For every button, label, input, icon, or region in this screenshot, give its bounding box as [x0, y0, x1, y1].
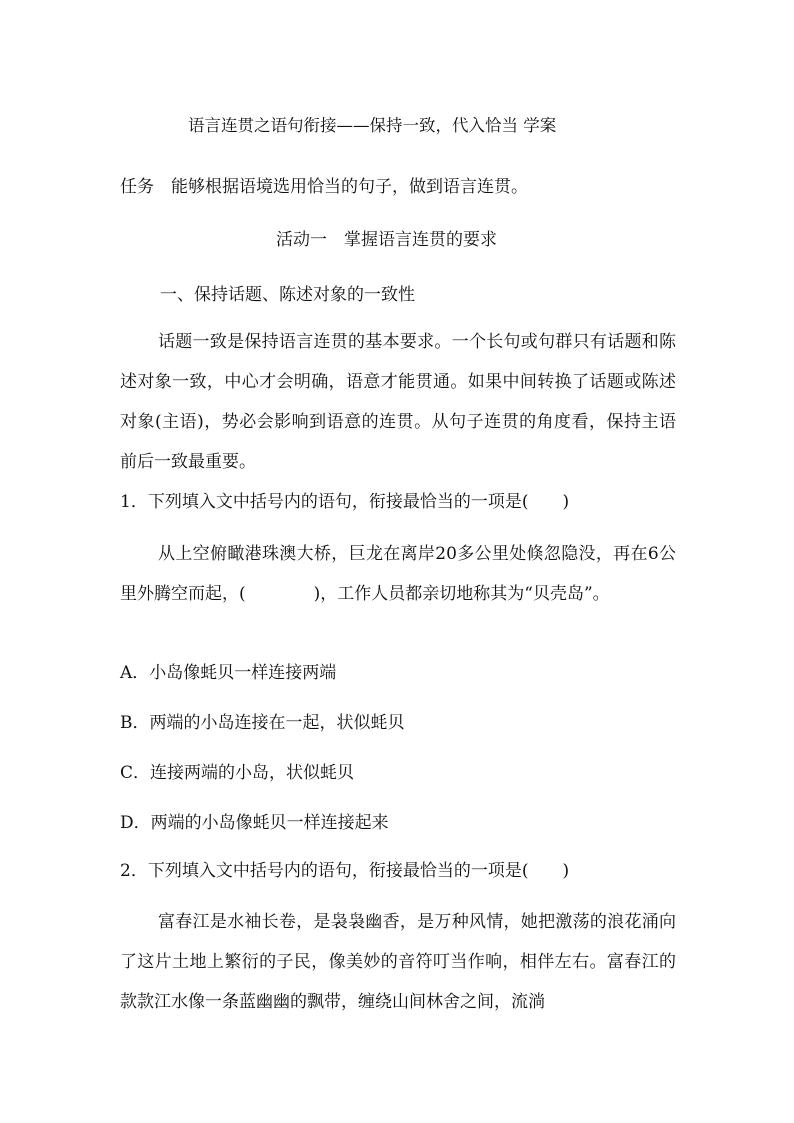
task-statement: 任务 能够根据语境选用恰当的句子，做到语言连贯。 — [120, 177, 528, 197]
question-1-option-d: D．两端的小岛像蚝贝一样连接起来 — [120, 813, 389, 833]
question-1-option-a: A．小岛像蚝贝一样连接两端 — [120, 663, 337, 683]
intro-paragraph: 话题一致是保持语言连贯的基本要求。一个长句或句群只有话题和陈述对象一致，中心才会明确，语意才能贯通。如果中间转换了话题或陈述对象(主语)，势必会影响到语意的连贯。从句子连贯的角度看，保持主语前后一致最重要。 — [120, 332, 676, 472]
question-1-option-c: C．连接两端的小岛，状似蚝贝 — [120, 763, 355, 783]
question-1-stem: 1．下列填入文中括号内的语句，衔接最恰当的一项是( ) — [120, 492, 570, 512]
document-title: 语言连贯之语句衔接——保持一致，代入恰当 学案 — [188, 116, 557, 135]
section-heading: 一、保持话题、陈述对象的一致性 — [160, 285, 415, 305]
question-2-stem: 2．下列填入文中括号内的语句，衔接最恰当的一项是( ) — [120, 861, 570, 881]
question-1-passage: 从上空俯瞰港珠澳大桥，巨龙在离岸20多公里处倏忽隐没，再在6公里外腾空而起，( )，工作人员都亲切地称其为“贝壳岛”。 — [120, 544, 676, 604]
question-1-option-b: B．两端的小岛连接在一起，状似蚝贝 — [120, 713, 405, 733]
question-2-passage: 富春江是水袖长卷，是袅袅幽香，是万种风情，她把激荡的浪花涌向了这片土地上繁衍的子民，像美妙的音符叮当作响，相伴左右。富春江的款款江水像一条蓝幽幽的飘带，缠绕山间林舍之间，流淌 — [120, 912, 676, 1012]
activity-heading: 活动一 掌握语言连贯的要求 — [276, 230, 497, 250]
